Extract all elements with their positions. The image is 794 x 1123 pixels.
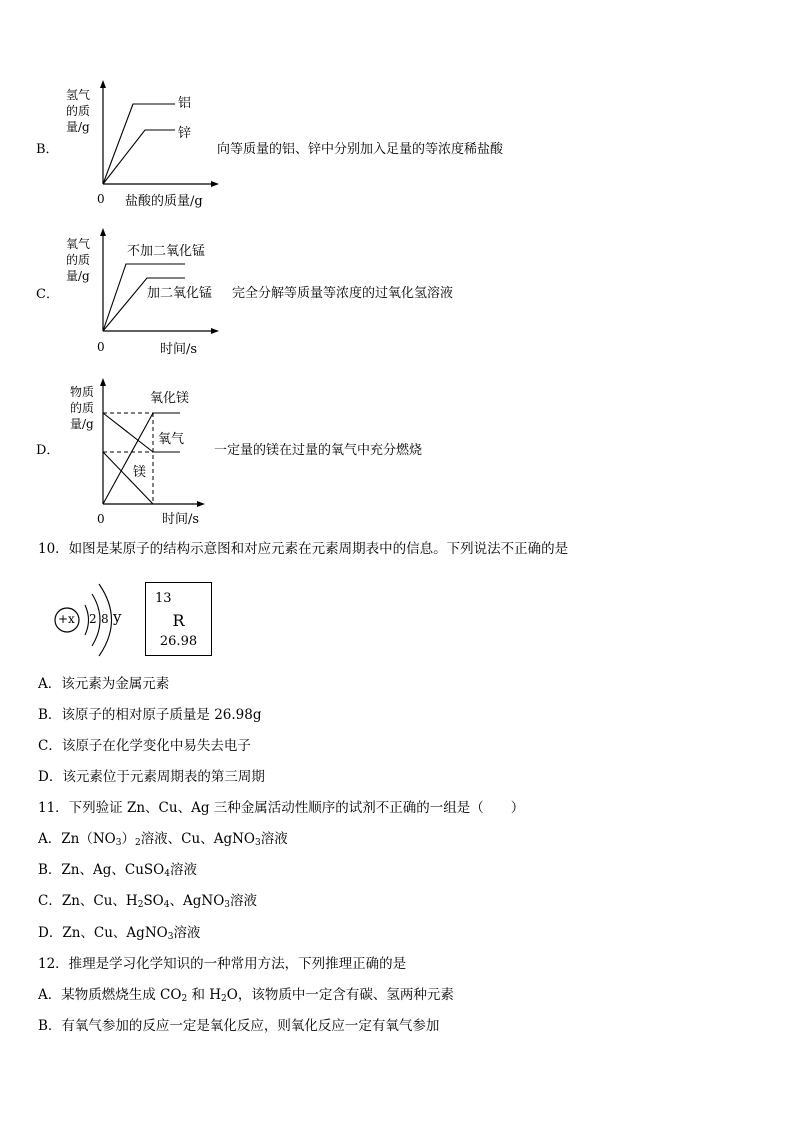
- element-symbol: R: [172, 611, 185, 630]
- nucleus-charge: +x: [58, 612, 75, 626]
- option-d-ylabel-3: 量/g: [70, 417, 94, 431]
- q11-option-d: D．Zn、Cu、AgNO$_3$溶液: [38, 925, 201, 942]
- aluminum-line: [103, 104, 175, 184]
- q10-option-b: B．该原子的相对原子质量是 26.98g: [38, 707, 262, 723]
- option-b-ylabel-1: 氢气: [66, 88, 91, 102]
- option-d-ylabel-2: 的质: [70, 401, 95, 415]
- option-b-series-zinc: 锌: [178, 126, 192, 141]
- option-b-letter: B．: [36, 142, 59, 157]
- option-b-ylabel-2: 的质: [66, 104, 91, 118]
- option-c-series-catalyst: 加二氧化锰: [147, 286, 213, 301]
- option-d-description: 一定量的镁在过量的氧气中充分燃烧: [214, 443, 423, 458]
- option-b-graph: [95, 80, 220, 190]
- q10-stem: 10．如图是某原子的结构示意图和对应元素在元素周期表中的信息。下列说法不正确的是: [38, 541, 569, 557]
- option-d-letter: D．: [36, 443, 60, 458]
- q11-option-c: C．Zn、Cu、$H_2SO_4$、AgNO$_3$溶液: [38, 893, 258, 910]
- zinc-line: [103, 130, 175, 184]
- q11-option-b: B．Zn、Ag、CuSO$_4$溶液: [38, 862, 197, 879]
- atomic-mass: 26.98: [159, 634, 198, 649]
- option-b-origin: 0: [97, 192, 105, 206]
- option-d-series-oxygen: 氧气: [158, 432, 185, 447]
- option-d-origin: 0: [97, 512, 105, 526]
- option-d-series-mgo: 氧化镁: [150, 391, 190, 406]
- option-b-ylabel-3: 量/g: [66, 120, 90, 134]
- shell-2-electrons: 8: [101, 612, 109, 626]
- shell-3-electrons: y: [113, 608, 122, 626]
- magnesium-oxide-line: [103, 413, 180, 504]
- q10-option-c: C．该原子在化学变化中易失去电子: [38, 738, 251, 754]
- q12-option-b: B．有氧气参加的反应一定是氧化反应，则氧化反应一定有氧气参加: [38, 1018, 440, 1034]
- option-c-origin: 0: [97, 340, 105, 354]
- q10-option-d: D．该元素位于元素周期表的第三周期: [38, 769, 265, 785]
- q12-option-a: A．某物质燃烧生成 $CO_2$ 和 $H_2O$，该物质中一定含有碳、氢两种元素: [38, 987, 454, 1004]
- q11-stem: 11．下列验证 Zn、Cu、Ag 三种金属活动性顺序的试剂不正确的一组是（ ）: [38, 800, 525, 816]
- shell-1-electrons: 2: [89, 612, 97, 626]
- option-b-xlabel: 盐酸的质量/g: [125, 194, 203, 209]
- option-c-description: 完全分解等质量等浓度的过氧化氢溶液: [232, 286, 454, 301]
- option-c-letter: C．: [36, 287, 59, 302]
- atomic-number: 13: [155, 591, 172, 606]
- option-c-ylabel-1: 氧气: [66, 237, 91, 251]
- q12-stem: 12．推理是学习化学知识的一种常用方法，下列推理正确的是: [38, 956, 407, 972]
- periodic-table-cell: [145, 582, 212, 656]
- option-c-xlabel: 时间/s: [160, 342, 198, 357]
- option-c-ylabel-2: 的质: [66, 253, 91, 267]
- option-c-ylabel-3: 量/g: [66, 269, 90, 283]
- option-b-description: 向等质量的铝、锌中分别加入足量的等浓度稀盐酸: [217, 142, 504, 157]
- option-b-series-aluminum: 铝: [178, 96, 192, 111]
- option-d-xlabel: 时间/s: [162, 512, 200, 527]
- q10-option-a: A．该元素为金属元素: [38, 676, 170, 692]
- option-c-series-no-catalyst: 不加二氧化锰: [127, 244, 206, 259]
- q11-option-a: A．$Zn(NO_3)_2$溶液、Cu、AgNO$_3$溶液: [38, 831, 288, 848]
- option-d-series-mg: 镁: [133, 465, 147, 480]
- option-d-ylabel-1: 物质: [70, 385, 95, 399]
